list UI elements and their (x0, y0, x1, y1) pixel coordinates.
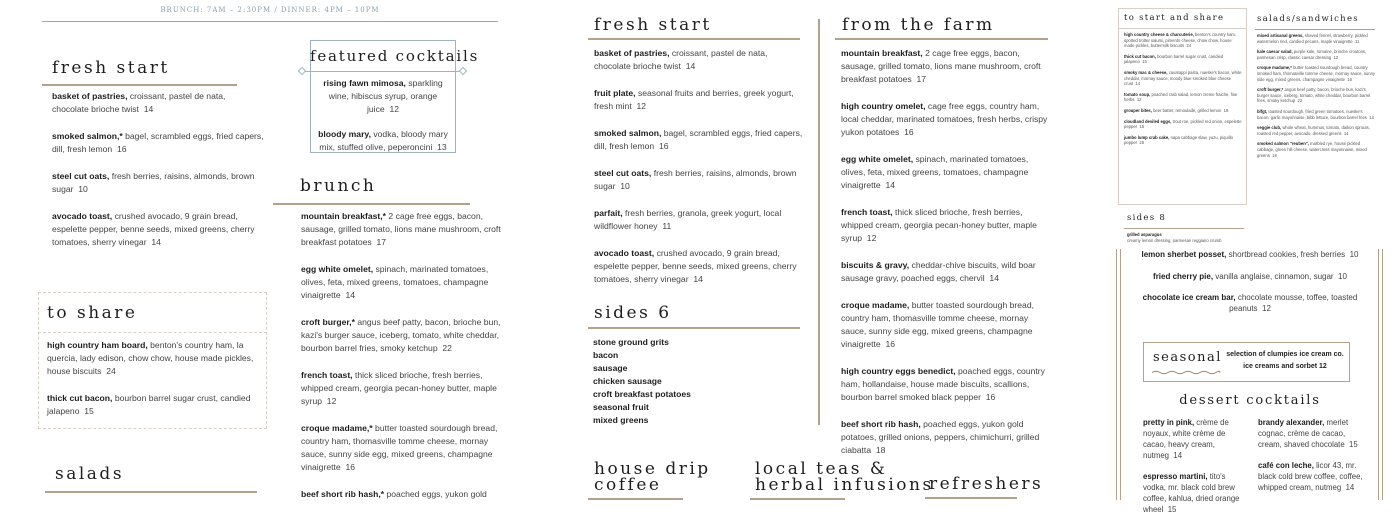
side-item: croft breakfast potatoes (593, 389, 691, 399)
item-name: mixed artisanal greens, (1257, 33, 1304, 38)
menu-item (841, 153, 1053, 192)
title-line: coffee (594, 475, 662, 495)
divider (588, 498, 683, 500)
item-price: 15 (84, 406, 94, 416)
divider (273, 203, 470, 205)
item-description: napa cabbage slaw, yuzu, piquillo pepper (1124, 134, 1233, 146)
item-name: steel cut oats, (594, 168, 652, 178)
item-name: thick cut bacon, (1124, 53, 1156, 59)
item-price: 14 (1343, 130, 1349, 136)
menu-item (841, 100, 1053, 139)
divider (925, 497, 1017, 499)
item-name: brandy alexander, (1258, 418, 1325, 427)
menu-item (841, 259, 1053, 285)
item-description: 2 cage free eggs, bacon, sausage, grilled tomato, lions mane mushroom, croft breakfast potatoes (841, 48, 1041, 84)
item-description: butter toasted sourdough bread, country ham, thomasville tomme cheese, mornay sauce, sunny side egg, mixed greens, champagne vinaigrette (301, 423, 498, 472)
menu-item (47, 392, 257, 418)
divider (835, 38, 1048, 40)
title-line: local teas & (755, 459, 888, 479)
item-name: smoked salmon,* (52, 131, 123, 141)
border-line (1120, 249, 1121, 500)
item-name: thick cut bacon, (47, 393, 113, 403)
menu-item (1124, 108, 1242, 114)
item-name: french toast, (301, 370, 353, 380)
side-item: chicken sausage (593, 376, 662, 386)
item-description: vodka, bloody mary mix, stuffed olive, peperoncini (319, 129, 448, 152)
item-name: beef short rib hash, (841, 419, 921, 429)
item-price: 16 (904, 127, 914, 137)
item-description: trout roe, pickled red onion, espelette pepper (1124, 118, 1242, 130)
featured-cocktails-items (315, 77, 451, 166)
menu-item (315, 77, 451, 116)
item-description: bagel, scrambled eggs, fried capers, dill, fresh lemon (52, 131, 264, 154)
item-name: café con leche, (1258, 461, 1314, 470)
menu-item (1258, 417, 1368, 450)
item-description: poached crab salad, lemon creme fraiche, fine herbs (1124, 91, 1238, 103)
fresh-start-items (52, 90, 264, 263)
item-price: 14 (685, 61, 696, 71)
item-description: seasonal fruits and berries, greek yogurt, fresh mint (594, 88, 794, 111)
item-description: shaved fennel, strawberry, pickled watermelon rind, candied pecans, maple vinaigrette (1257, 33, 1368, 44)
side-item: seasonal fruit (593, 402, 649, 412)
item-description: benton's country ham, spotted trotter salumi, pimento cheese, chow chow, house made pickles, buttermilk biscuits (1124, 32, 1237, 49)
item-price: 18 (1223, 107, 1229, 113)
sides-list (593, 336, 793, 427)
menu-item (594, 167, 806, 193)
item-name: croque madame,* (1257, 65, 1292, 71)
seasonal-description (1225, 349, 1345, 373)
item-price: 14 (693, 274, 703, 284)
item-price: 24 (1186, 43, 1192, 49)
menu-item (1130, 272, 1370, 283)
item-name: grouper bites, (1124, 107, 1152, 113)
item-description: bourbon barrel sugar crust, candied jalapeno (1124, 53, 1224, 65)
side-item: mixed greens (593, 415, 649, 425)
menu-item (841, 206, 1053, 245)
item-name: mountain breakfast, (841, 48, 923, 58)
menu-item (841, 47, 1053, 86)
item-description: sparkling wine, hibiscus syrup, orange juice (328, 78, 443, 114)
item-price: 18 (875, 445, 886, 455)
section-title-to-share: to share (47, 303, 138, 323)
menu-item (1257, 33, 1375, 44)
menu-item (841, 365, 1053, 404)
item-price: 10 (620, 181, 630, 191)
dessert-menu (1110, 249, 1400, 514)
item-description: creamy lemon dressing, parmesan reggiano crumb (1127, 237, 1222, 243)
item-name: high country ham board, (47, 340, 148, 350)
seasonal-line: selection of clumpies ice cream co. (1226, 351, 1344, 358)
diamond-icon (298, 67, 306, 75)
item-description: cage free eggs, country ham, local cheddar, marinated tomatoes, fresh herbs, crispy yukon potatoes (841, 101, 1048, 137)
item-name: blfgt, (1257, 108, 1268, 114)
divider (588, 327, 800, 329)
item-name: high country omelet, (841, 101, 926, 111)
item-price: 14 (885, 180, 895, 190)
section-title-featured-cocktails: featured cocktails (310, 47, 480, 65)
menu-item (841, 299, 1053, 351)
menu-item (1130, 250, 1370, 261)
item-name: mountain breakfast,* (301, 211, 387, 221)
item-description: butter toasted sourdough bread, country ham, thomasville tomme cheese, mornay sauce, sunny side egg, mixed greens, champagne vinaigrette (841, 300, 1034, 349)
menu-item (594, 207, 806, 233)
hours-text: BRUNCH: 7AM – 2:30PM / DINNER: 4PM – 10PM (160, 6, 380, 14)
item-price: 22 (442, 343, 452, 353)
to-share-items (47, 339, 257, 432)
item-description: cavatappi pasta, nueske's bacon, white cheddar, mornay sauce, moody blue smoked blue cheese crust (1124, 69, 1242, 87)
item-description: angus beef patty, bacon, brioche bun, kazi's burger sauce, iceberg, tomato, white cheddar, bourbon barrel fries, smoky ketchup (1257, 87, 1371, 104)
item-description: fresh berries, granola, greek yogurt, local wildflower honey (594, 208, 782, 231)
item-name: high country cheese & charcuterie, (1124, 32, 1194, 37)
menu-item (594, 247, 806, 286)
item-price: 16 (885, 339, 895, 349)
section-title-house-drip-coffee (594, 461, 711, 493)
divider (1118, 28, 1247, 29)
item-description: cheddar-chive biscuits, wild boar sausage gravy, poached eggs, chervil (841, 260, 1036, 283)
item-price: 24 (106, 366, 116, 376)
menu-item (52, 90, 264, 116)
item-description: butter toasted sourdough bread, country smoked ham, thomasville tomme cheese, mornay sauce, sunny side egg, mixed greens, champagne vinaigrette (1257, 65, 1376, 82)
diamond-icon (459, 67, 467, 75)
item-price: 12 (866, 233, 877, 243)
from-the-farm-items (841, 47, 1053, 471)
item-price: 12 (1136, 97, 1142, 103)
item-name: croft burger,* (1257, 87, 1284, 93)
sides-8-items (1127, 232, 1245, 248)
item-description: thick sliced brioche, fresh berries, whipped cream, georgia pecan-honey butter, maple syrup (841, 207, 1037, 243)
dessert-cocktails-column-2 (1258, 417, 1368, 503)
item-name: high country eggs benedict, (841, 366, 956, 376)
item-description: spinach, marinated tomatoes, olives, feta, mixed greens, tomatoes, champagne vinaigrette (841, 154, 1029, 190)
menu-item (1258, 460, 1368, 493)
item-name: egg white omelet, (301, 264, 374, 274)
side-item: stone ground grits (593, 337, 669, 347)
item-price: 11 (1355, 38, 1360, 44)
menu-item (47, 339, 257, 378)
item-description: licor 43, mr. black cold brew coffee, coffee, whipped cream, nutmeg (1258, 461, 1363, 492)
item-name: french toast, (841, 207, 893, 217)
side-item: bacon (593, 350, 619, 360)
item-name: basket of pastries, (594, 48, 670, 58)
item-description: thick sliced brioche, fresh berries, whipped cream, georgia pecan-honey butter, maple syrup (301, 370, 497, 406)
item-description: poached eggs, yukon gold potatoes, grilled onions, peppers, chimichurri, grilled ciabatta (841, 419, 1040, 455)
item-price: 18 (1272, 152, 1277, 158)
item-price: 12 (389, 104, 400, 114)
item-name: avocado toast, (594, 248, 655, 258)
divider (38, 332, 267, 333)
item-name: basket of pastries, (52, 91, 128, 101)
section-title-dessert-cocktails: dessert cocktails (1179, 393, 1321, 408)
item-description: beer batter, remoulade, grilled lemon (1153, 107, 1222, 113)
item-price: 25 (1139, 140, 1145, 146)
menu-item (1130, 293, 1370, 314)
divider (45, 491, 257, 493)
wavy-line-icon (1152, 370, 1220, 375)
border-line (1116, 249, 1117, 500)
menu-item (1257, 125, 1375, 136)
menu-item (52, 130, 264, 156)
item-name: biscuits & gravy, (841, 260, 910, 270)
item-name: veggie club, (1257, 125, 1282, 131)
item-name: smoked salmon "reuben", (1257, 141, 1309, 147)
item-price: 12 (1262, 303, 1271, 313)
item-price: 10 (78, 184, 88, 194)
item-price: 12 (326, 396, 337, 406)
item-name: parfait, (594, 208, 623, 218)
menu-item (1124, 92, 1242, 103)
menu-item (301, 488, 501, 501)
item-price: 15 (1142, 59, 1147, 65)
menu-item (1124, 54, 1242, 65)
item-name: smoked salmon, (594, 128, 662, 138)
salads-sandwiches-items (1257, 33, 1375, 163)
item-price: 14 (151, 237, 161, 247)
item-description: marbled rye, house pickled cabbage, green hill cheese, watercress mayonnaise, mixed greens (1257, 141, 1367, 158)
item-description: benton's country ham, la quercia, lady edison, chow chow, house made pickles, house biscuits (47, 340, 254, 376)
menu-item (315, 128, 451, 154)
item-description: toasted sourdough, fried green tomatoes, nueske's bacon, garlic mayonnaise, bibb lettuce, bourbon barrel fries (1257, 108, 1367, 120)
item-description: crushed avocado, 9 grain bread, espelette pepper, benne seeds, mixed greens, cherry tomatoes, sherry vinegar (52, 211, 255, 247)
item-description: croissant, pastel de nata, chocolate brioche twist (52, 91, 226, 114)
menu-item (594, 47, 806, 73)
item-price: 13 (437, 142, 447, 152)
section-title-from-the-farm: from the farm (842, 15, 995, 35)
item-price: 22 (1297, 98, 1303, 104)
menu-item (301, 263, 501, 302)
dessert-cocktails-column-1 (1143, 417, 1248, 525)
border-line (1378, 249, 1379, 500)
menu-item (1257, 87, 1375, 104)
item-name: fried cherry pie, (1153, 271, 1214, 281)
item-description: spinach, marinated tomatoes, olives, feta, mixed greens, tomatoes, champagne vinaigrette (301, 264, 489, 300)
section-title-salads-sandwiches: salads/sandwiches (1257, 14, 1359, 24)
to-start-and-share-items (1124, 32, 1242, 151)
menu-item (1143, 417, 1248, 461)
item-name: fruit plate, (594, 88, 636, 98)
item-name: beef short rib hash,* (301, 489, 385, 499)
section-title-refreshers: refreshers (929, 474, 1044, 494)
item-price: 14 (1369, 114, 1374, 120)
section-title-to-start-and-share: to start and share (1124, 13, 1225, 23)
section-title-sides: sides 6 (594, 303, 672, 323)
title-line: house drip (594, 459, 711, 479)
breakfast-menu-panel (575, 0, 1105, 500)
item-description: bourbon barrel sugar crust, candied jalapeno (47, 393, 251, 416)
item-price: 14 (1135, 81, 1141, 87)
item-description: fresh berries, raisins, almonds, brown sugar (594, 168, 797, 191)
item-description: 2 cage free eggs, bacon, sausage, grilled tomato, lions mane mushroom, croft breakfast potatoes (301, 211, 501, 247)
section-title-local-teas (755, 461, 934, 493)
column-divider (818, 19, 820, 425)
item-name: pretty in pink, (1143, 418, 1195, 427)
item-description: poached eggs, yukon gold (386, 489, 487, 499)
item-description: angus beef patty, bacon, brioche bun, kazi's burger sauce, iceberg, tomato, white cheddar, bourbon barrel fries, smoky ketchup (301, 317, 501, 353)
side-item: sausage (593, 363, 628, 373)
brunch-items (301, 210, 501, 515)
divider (750, 498, 845, 500)
item-price: 12 (636, 101, 647, 111)
item-price: 10 (1349, 250, 1359, 259)
brunch-menu-panel (0, 0, 560, 500)
item-name: avocado toast, (52, 211, 113, 221)
menu-item (301, 316, 501, 355)
item-price: 16 (985, 392, 996, 402)
item-price: 17 (916, 74, 927, 84)
item-price: 14 (345, 290, 355, 300)
item-name: lemon sherbet posset, (1141, 250, 1227, 259)
item-name: steel cut oats, (52, 171, 110, 181)
menu-item (1124, 119, 1242, 130)
menu-item (1124, 70, 1242, 87)
divider (1255, 29, 1375, 30)
item-price: 16 (658, 141, 669, 151)
item-description: chocolate mousse, toffee, toasted peanuts (1229, 293, 1358, 313)
item-price: 14 (1345, 483, 1355, 492)
menu-item (301, 422, 501, 474)
item-name: bloody mary, (318, 129, 371, 139)
divider (588, 38, 800, 40)
divider (1124, 228, 1244, 229)
menu-item (1143, 471, 1248, 515)
item-name: egg white omelet, (841, 154, 914, 164)
menu-item (841, 418, 1053, 457)
item-description: bagel, scrambled eggs, fried capers, dill, fresh lemon (594, 128, 803, 151)
item-description: purple kale, romaine, brioche croutons, parmesan crisp, classic caesar dressing (1257, 49, 1367, 60)
item-price: 16 (1347, 76, 1352, 82)
item-name: chocolate ice cream bar, (1142, 293, 1236, 302)
item-price: 14 (1173, 451, 1183, 460)
item-name: croque madame, (841, 300, 910, 310)
menu-item (301, 210, 501, 249)
item-price: 14 (143, 104, 154, 114)
item-name: espresso martini, (1143, 472, 1208, 481)
menu-item (301, 369, 501, 408)
menu-item (594, 127, 806, 153)
divider (42, 84, 237, 86)
item-price: 12 (1333, 54, 1339, 60)
item-description: merlet cognac, crème de cacao, cream, shaved chocolate (1258, 418, 1349, 449)
item-description: vanilla anglaise, cinnamon, sugar (1215, 271, 1334, 281)
menu-item (52, 170, 264, 196)
item-description: tito's vodka, mr. black cold brew coffee, kahlua, dried orange wheel (1143, 472, 1240, 514)
item-description: crème de noyaux, white crème de cacao, heavy cream, nutmeg (1143, 418, 1229, 460)
item-name: tomato soup, (1124, 91, 1151, 97)
dinner-dessert-menu-panel (1110, 0, 1400, 514)
item-price: 17 (376, 237, 387, 247)
section-title-brunch: brunch (300, 176, 377, 196)
item-description: fresh berries, raisins, almonds, brown sugar (52, 171, 255, 194)
menu-item (1257, 141, 1375, 158)
item-price: 11 (662, 221, 672, 231)
section-title-salads: salads (55, 464, 125, 484)
seasonal-line: ice creams and sorbet 12 (1243, 363, 1327, 370)
item-description: croissant, pastel de nata, chocolate brioche twist (594, 48, 768, 71)
item-name: croque madame,* (301, 423, 373, 433)
item-price: 10 (1338, 271, 1347, 281)
item-price: 16 (116, 144, 127, 154)
item-name: grilled asparagus (1127, 232, 1162, 237)
item-name: smoky mac & cheese, (1124, 69, 1168, 75)
item-price: 15 (1139, 124, 1145, 130)
item-description: whole wheat, hummus, tomato, daikon sprouts, roasted red pepper, avocado, dressed greens (1257, 125, 1370, 136)
item-price: 15 (1167, 505, 1177, 514)
item-name: croft burger,* (301, 317, 355, 327)
item-name: rising fawn mimosa, (323, 78, 406, 88)
item-description: shortbread cookies, fresh berries (1228, 250, 1346, 259)
item-price: 15 (1349, 440, 1358, 449)
menu-item (1257, 109, 1375, 120)
menu-item (1124, 135, 1242, 146)
menu-item (52, 210, 264, 249)
section-title-fresh-start: fresh start (52, 58, 170, 78)
fresh-start-items (594, 47, 806, 300)
item-description: crushed avocado, 9 grain bread, espelette pepper, benne seeds, mixed greens, cherry tomatoes, sherry vinegar (594, 248, 797, 284)
section-title-sides-8: sides 8 (1127, 213, 1167, 223)
menu-item (1127, 232, 1245, 243)
dessert-items (1130, 250, 1370, 325)
item-price: 16 (345, 462, 355, 472)
section-title-fresh-start: fresh start (594, 15, 712, 35)
menu-item (1124, 32, 1242, 49)
divider (42, 21, 498, 22)
item-name: cloudland deviled eggs, (1124, 118, 1172, 124)
item-price: 14 (989, 273, 999, 283)
menu-item (1257, 49, 1375, 60)
cocktail-divider (302, 71, 464, 72)
title-line: herbal infusions (755, 475, 934, 495)
seasonal-title: seasonal (1153, 350, 1222, 365)
item-description: poached eggs, country ham, hollandaise, house made biscuits, scallions, bourbon barrel smoked black pepper (841, 366, 1045, 402)
border-line (1382, 249, 1383, 500)
item-name: kale caesar salad, (1257, 49, 1293, 55)
item-name: jumbo lump crab cake, (1124, 134, 1170, 140)
menu-item (594, 87, 806, 113)
menu-item (1257, 65, 1375, 82)
